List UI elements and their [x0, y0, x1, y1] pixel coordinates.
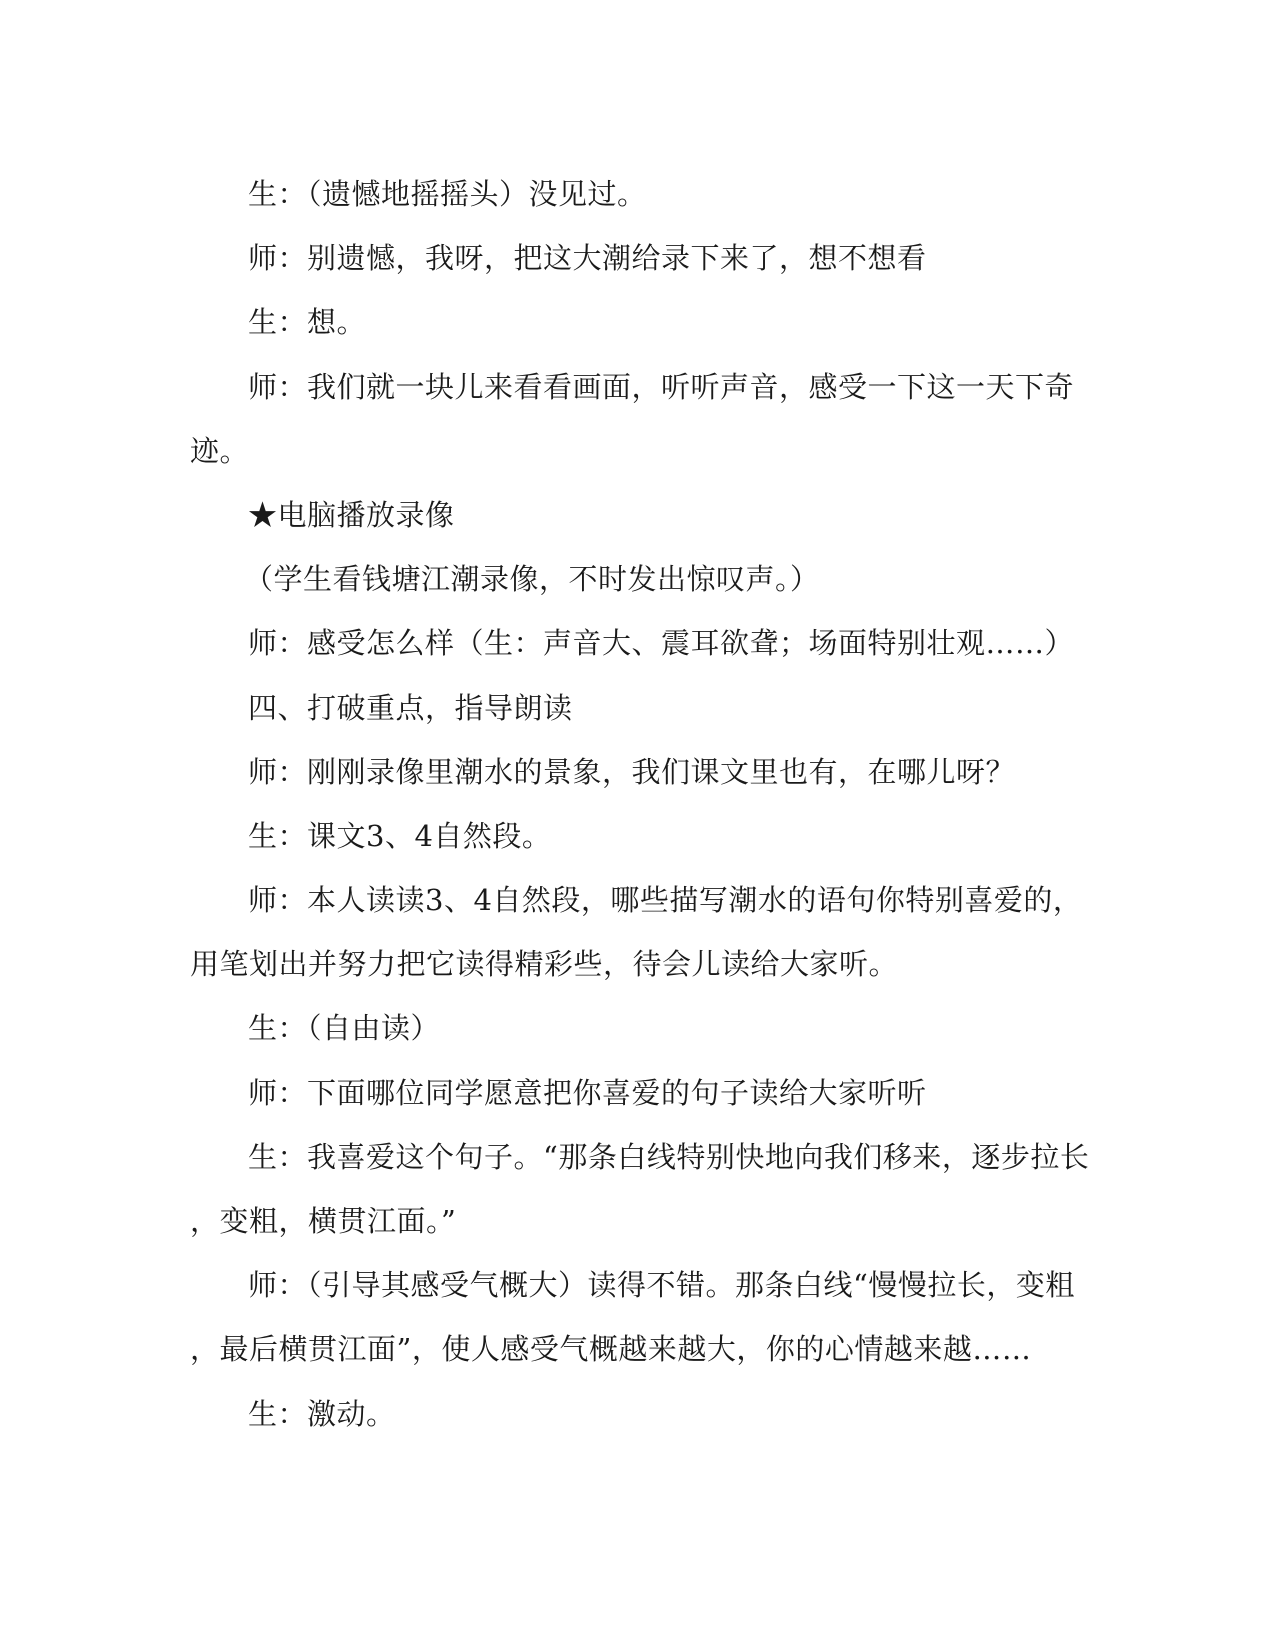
paragraph-line: （学生看钱塘江潮录像，不时发出惊叹声。）: [244, 562, 820, 597]
paragraph-line: 师：感受怎么样（生：声音大、震耳欲聋；场面特别壮观……）: [248, 626, 1075, 661]
document-body: [190, 162, 1090, 1446]
paragraph-line: 生：（遗憾地摇摇头）没见过。: [248, 177, 647, 211]
paragraph-line: ，变粗，横贯江面。”: [190, 1204, 457, 1238]
paragraph-line: ，最后横贯江面”，使人感受气概越来越大，你的心情越来越……: [190, 1332, 1032, 1367]
paragraph-line: 师：（引导其感受气概大）读得不错。那条白线“慢慢拉长，变粗: [248, 1268, 1075, 1303]
paragraph-line: 师：本人读读3、4自然段，哪些描写潮水的语句你特别喜爱的，: [248, 883, 1083, 918]
paragraph-line: 生：激动。: [248, 1396, 396, 1431]
paragraph-line: 师：刚刚录像里潮水的景象，我们课文里也有，在哪儿呀？: [248, 754, 1016, 789]
paragraph-line: 师：我们就一块儿来看看画面，听听声音，感受一下这一天下奇: [248, 369, 1075, 404]
paragraph-line: 生：想。: [248, 305, 367, 340]
paragraph-line: 师：别遗憾，我呀，把这大潮给录下来了，想不想看: [248, 241, 927, 276]
paragraph-line: 生：课文3、4自然段。: [248, 818, 552, 853]
paragraph-line: 迹。: [190, 433, 250, 468]
paragraph-line: 生：我喜爱这个句子。“那条白线特别快地向我们移来，逐步拉长: [248, 1139, 1090, 1174]
paragraph-line: 生：（自由读）: [248, 1011, 441, 1046]
paragraph-line: ★电脑播放录像: [248, 497, 455, 532]
paragraph-line: 用笔划出并努力把它读得精彩些，待会儿读给大家听。: [190, 947, 899, 982]
paragraph-line: 师：下面哪位同学愿意把你喜爱的句子读给大家听听: [248, 1075, 927, 1110]
section-heading: 四、打破重点，指导朗读: [248, 690, 573, 725]
